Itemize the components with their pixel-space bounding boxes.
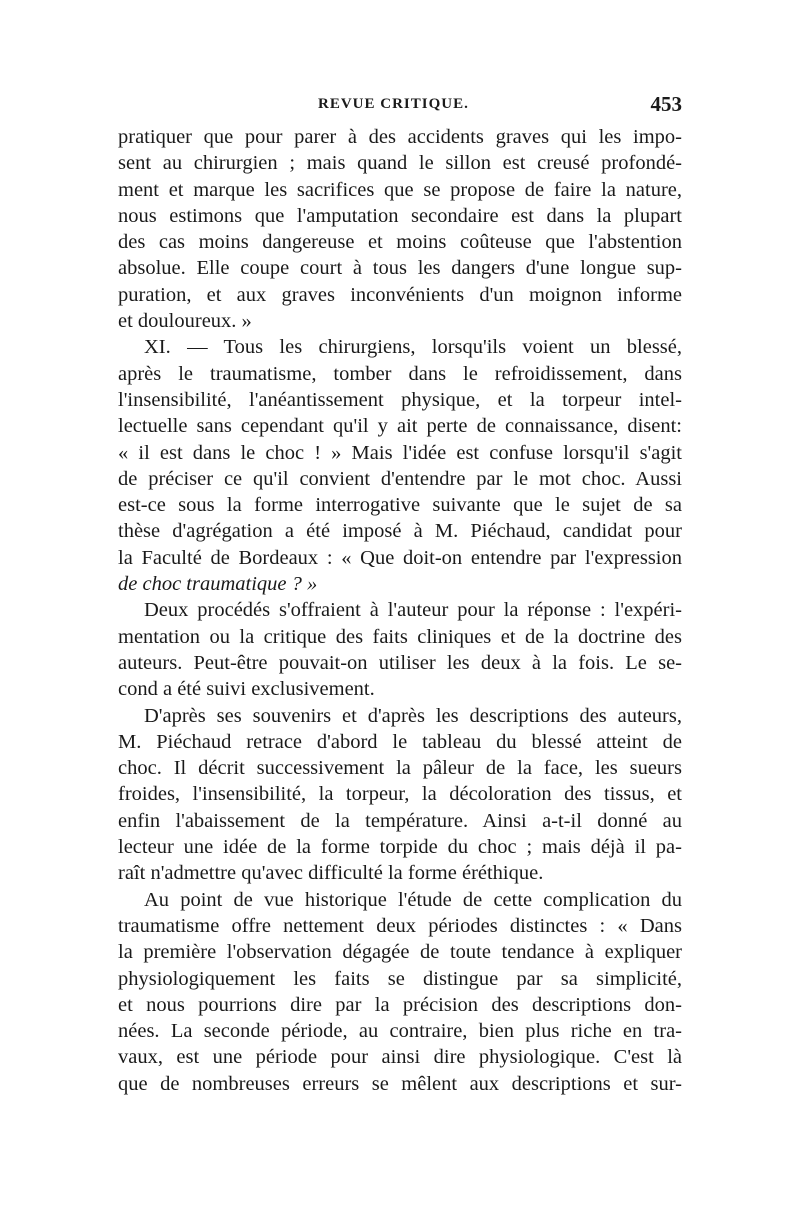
text-line: Deux procédés s'offraient à l'auteur pour la réponse : l'expéri- (144, 599, 682, 622)
text-line: mentation ou la critique des faits cliniques et de la doctrine des (118, 625, 682, 648)
text-line: puration, et aux graves inconvénients d'un moignon informe (118, 283, 682, 306)
text-line: lectuelle sans cependant qu'il y ait perte de connaissance, disent: (118, 415, 682, 438)
text-line: cond a été suivi exclusivement. (118, 678, 375, 701)
running-head: REVUE CRITIQUE. (318, 96, 469, 112)
text-line: choc. Il décrit successivement la pâleur de la face, les sueurs (118, 757, 682, 780)
text-line: « il est dans le choc ! » Mais l'idée est confuse lorsqu'il s'agit (118, 441, 682, 464)
text-line: froides, l'insensibilité, la torpeur, la décoloration des tissus, et (118, 783, 682, 806)
text-line: XI. — Tous les chirurgiens, lorsqu'ils voient un blessé, (144, 336, 682, 359)
text-line: raît n'admettre qu'avec difficulté la forme éréthique. (118, 862, 544, 885)
text-line: M. Piéchaud retrace d'abord le tableau du blessé atteint de (118, 730, 682, 753)
text-line: que de nombreuses erreurs se mêlent aux descriptions et sur- (118, 1072, 682, 1095)
text-line: et nous pourrions dire par la précision des descriptions don- (118, 993, 682, 1016)
text-line: enfin l'abaissement de la température. Ainsi a-t-il donné au (118, 809, 682, 832)
text-line: pratiquer que pour parer à des accidents graves qui les impo- (118, 126, 682, 148)
text-line: la Faculté de Bordeaux : « Que doit-on entendre par l'expression (118, 546, 682, 569)
text-line: l'insensibilité, l'anéantissement physique, et la torpeur intel- (118, 388, 682, 411)
text-line: et douloureux. » (118, 310, 252, 333)
text-line: nous estimons que l'amputation secondaire est dans la plupart (118, 204, 682, 227)
text-line: la première l'observation dégagée de toute tendance à expliquer (118, 941, 682, 964)
text-line: après le traumatisme, tomber dans le refroidissement, dans (118, 362, 682, 385)
text-line: physiologiquement les faits se distingue par sa simplicité, (118, 967, 682, 990)
text-line: auteurs. Peut-être pouvait-on utiliser les deux à la fois. Le se- (118, 651, 682, 674)
page-number: 453 (650, 92, 682, 116)
text-line: de préciser ce qu'il convient d'entendre par le mot choc. Aussi (118, 467, 682, 490)
text-line: lecteur une idée de la forme torpide du choc ; mais déjà il pa- (118, 836, 682, 859)
text-line: absolue. Elle coupe court à tous les dangers d'une longue sup- (118, 257, 682, 280)
text-line: des cas moins dangereuse et moins coûteuse que l'abstention (118, 231, 682, 254)
text-line: de choc traumatique ? » (118, 573, 318, 596)
text-line: D'après ses souvenirs et d'après les descriptions des auteurs, (144, 704, 682, 727)
body-text (118, 124, 682, 1097)
text-line: ment et marque les sacrifices que se propose de faire la nature, (118, 178, 682, 201)
text-line: thèse d'agrégation a été imposé à M. Piéchaud, candidat pour (118, 520, 682, 543)
page-header (118, 94, 682, 120)
text-line: est-ce sous la forme interrogative suivante que le sujet de sa (118, 494, 682, 517)
text-line: nées. La seconde période, au contraire, bien plus riche en tra- (118, 1020, 682, 1043)
text-line: traumatisme offre nettement deux périodes distinctes : « Dans (118, 914, 682, 937)
text-line: Au point de vue historique l'étude de cette complication du (144, 888, 682, 911)
text-line: vaux, est une période pour ainsi dire physiologique. C'est là (118, 1046, 682, 1069)
text-line: sent au chirurgien ; mais quand le sillon est creusé profondé- (118, 152, 682, 175)
